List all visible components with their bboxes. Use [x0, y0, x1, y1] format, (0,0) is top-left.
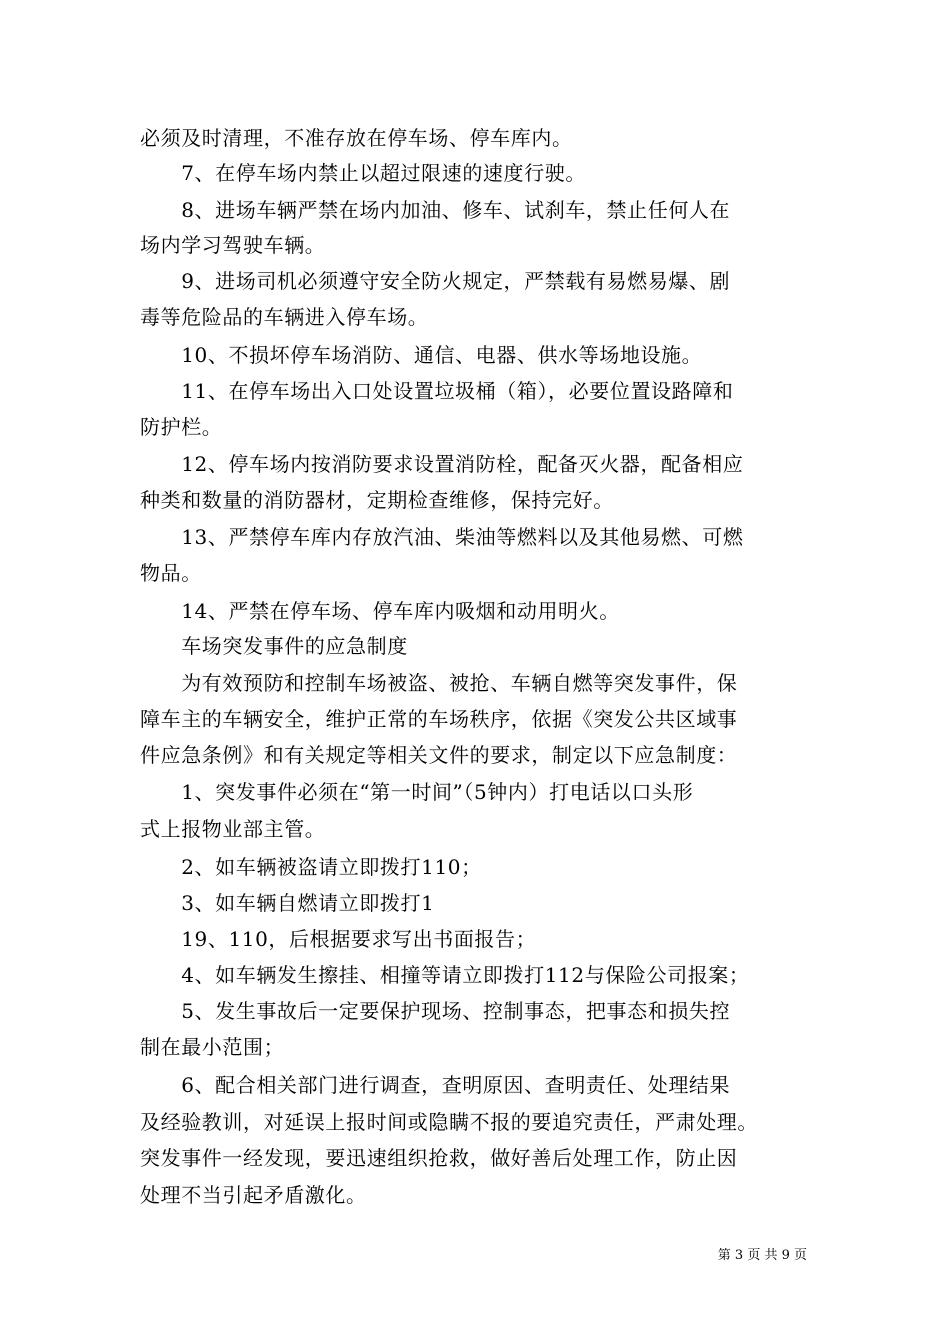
- text-line: 种类和数量的消防器材，定期检查维修，保持完好。: [140, 488, 614, 512]
- text-line: 3、如车辆自燃请立即拨打1: [140, 891, 435, 915]
- text-line: 防护栏。: [140, 415, 223, 439]
- text-line: 场内学习驾驶车辆。: [140, 233, 326, 257]
- text-line: 制在最小范围；: [140, 1035, 285, 1059]
- text-line: 7、在停车场内禁止以超过限速的速度行驶。: [140, 161, 586, 185]
- text-line: 毒等危险品的车辆进入停车场。: [140, 305, 429, 329]
- text-line: 1、突发事件必须在“第一时间”（5钟内）打电话以口头形: [140, 780, 694, 804]
- page-number-footer: 第 3 页 共 9 页: [717, 1248, 807, 1263]
- text-line: 式上报物业部主管。: [140, 817, 326, 841]
- text-line: 件应急条例》和有关规定等相关文件的要求，制定以下应急制度：: [140, 743, 738, 767]
- text-line: 5、发生事故后一定要保护现场、控制事态，把事态和损失控: [140, 999, 731, 1023]
- text-line: 必须及时清理，不准存放在停车场、停车库内。: [140, 126, 573, 150]
- text-line: 11、在停车场出入口处设置垃圾桶（箱），必要位置设路障和: [140, 379, 734, 403]
- text-line: 为有效预防和控制车场被盗、被抢、车辆自燃等突发事件，保: [140, 671, 738, 695]
- text-line: 10、不损坏停车场消防、通信、电器、供水等场地设施。: [140, 343, 703, 367]
- text-line: 4、如车辆发生擦挂、相撞等请立即拨打112与保险公司报案；: [140, 963, 750, 987]
- text-line: 12、停车场内按消防要求设置消防栓，配备灭火器，配备相应: [140, 452, 744, 476]
- text-line: 8、进场车辆严禁在场内加油、修车、试刹车，禁止任何人在: [140, 198, 731, 222]
- text-line: 19、110，后根据要求写出书面报告；: [140, 927, 537, 951]
- text-line: 14、严禁在停车场、停车库内吸烟和动用明火。: [140, 599, 620, 623]
- text-line: 及经验教训，对延误上报时间或隐瞒不报的要追究责任，严肃处理。: [140, 1110, 758, 1134]
- text-line: 13、严禁停车库内存放汽油、柴油等燃料以及其他易燃、可燃: [140, 525, 744, 549]
- text-line: 物品。: [140, 561, 202, 585]
- section-heading: 车场突发事件的应急制度: [140, 634, 408, 658]
- text-line: 处理不当引起矛盾激化。: [140, 1183, 367, 1207]
- text-line: 突发事件一经发现，要迅速组织抢救，做好善后处理工作，防止因: [140, 1146, 738, 1170]
- text-line: 9、进场司机必须遵守安全防火规定，严禁载有易燃易爆、剧: [140, 269, 731, 293]
- text-line: 障车主的车辆安全，维护正常的车场秩序，依据《突发公共区域事: [140, 707, 738, 731]
- text-line: 2、如车辆被盗请立即拨打110；: [140, 855, 482, 879]
- text-line: 6、配合相关部门进行调查，查明原因、查明责任、处理结果: [140, 1073, 731, 1097]
